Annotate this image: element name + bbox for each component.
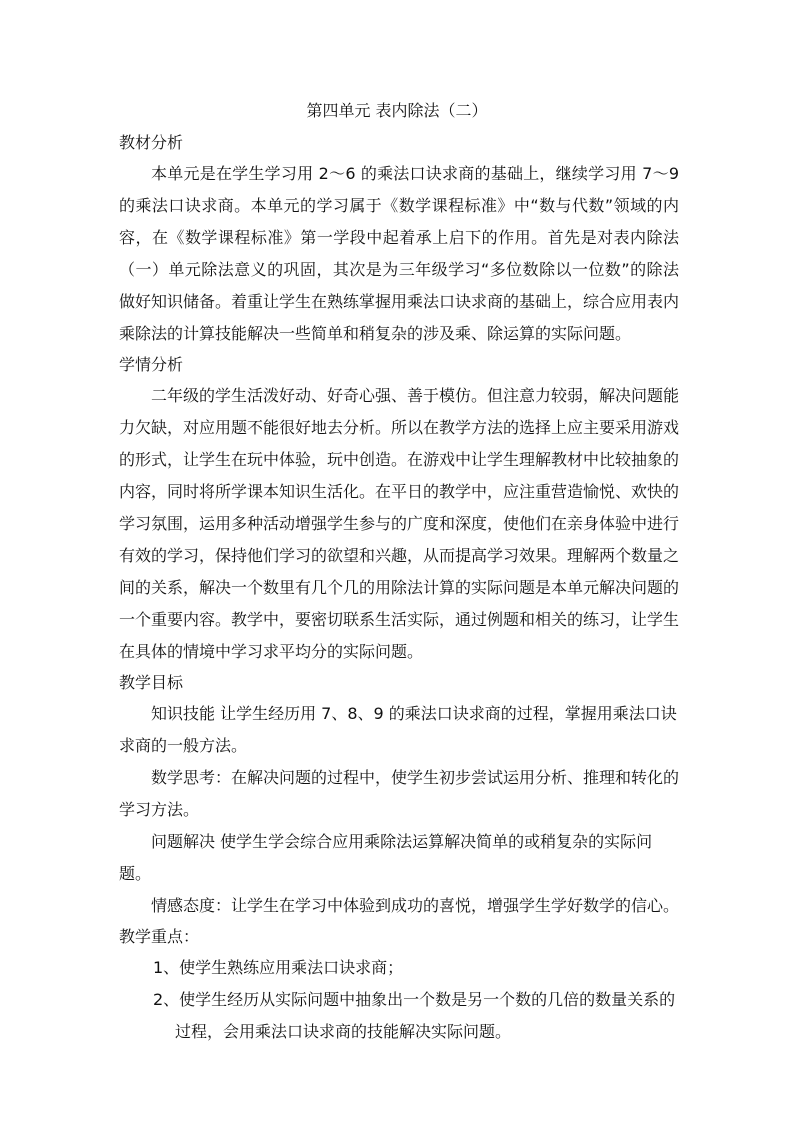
section-material-analysis [119,128,679,350]
section-heading: 教学重点： [119,927,200,946]
goal-item: 知识技能 让学生经历用 7、8、9 的乘法口诀求商的过程，掌握用乘法口诀求商的一般方法。 [119,704,677,755]
section-paragraph: 本单元是在学生学习用 2～6 的乘法口诀求商的基础上，继续学习用 7～9 的乘法口诀求商。本单元的学习属于《数学课程标准》中“数与代数”领域的内容，在《数学课程标准》第一学段中起着承上启下的作用。首先是对表内除法（一）单元除法意义的巩固，其次是为三年级学习“多位数除以一位数”的除法做好知识储备。着重让学生在熟练掌握用乘法口诀求商的基础上，综合应用表内乘除法的计算技能解决一些简单和稍复杂的涉及乘、除运算的实际问题。 [119,164,680,343]
section-teaching-goals [119,668,679,922]
section-heading: 学情分析 [119,355,184,374]
section-heading: 教材分析 [119,133,184,152]
goal-item: 情感态度：让学生在学习中体验到成功的喜悦，增强学生学好数学的信心。 [151,896,680,915]
section-paragraph: 二年级的学生活泼好动、好奇心强、善于模仿。但注意力较弱，解决问题能力欠缺，对应用题不能很好地去分析。所以在教学方法的选择上应主要采用游戏的形式，让学生在玩中体验，玩中创造。在游戏中让学生理解教材中比较抽象的内容，同时将所学课本知识生活化。在平日的教学中，应注重营造愉悦、欢快的学习氛围，运用多种活动增强学生参与的广度和深度，使他们在亲身体验中进行有效的学习，保持他们学习的欲望和兴趣，从而提高学习效果。理解两个数量之间的关系，解决一个数里有几个几的用除法计算的实际问题是本单元解决问题的一个重要内容。教学中，要密切联系生活实际，通过例题和相关的练习，让学生在具体的情境中学习求平均分的实际问题。 [119,386,680,661]
section-key-points [119,922,679,1048]
section-heading: 教学目标 [119,673,184,692]
document-title: 第四单元 表内除法（二） [306,101,488,120]
key-point-item: 1、使学生熟练应用乘法口诀求商； [153,958,404,977]
section-student-analysis [119,350,679,668]
document-body [119,128,679,1048]
key-point-item: 2、使学生经历从实际问题中抽象出一个数是另一个数的几倍的数量关系的过程，会用乘法口诀求商的技能解决实际问题。 [153,990,676,1041]
goal-item: 数学思考：在解决问题的过程中，使学生初步尝试运用分析、推理和转化的学习方法。 [119,768,680,819]
goal-item: 问题解决 使学生学会综合应用乘除法运算解决简单的或稍复杂的实际问题。 [119,832,653,883]
